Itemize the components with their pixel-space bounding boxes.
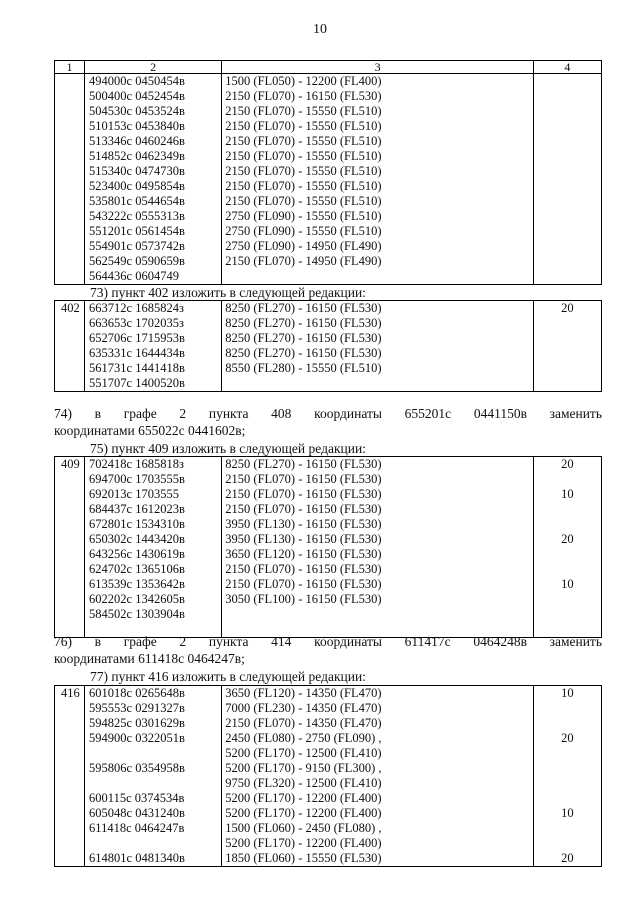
- col4-value: [534, 791, 601, 806]
- flight-level-line: 5200 (FL170) - 12200 (FL400): [225, 806, 382, 820]
- coordinate-line: 692013с 1703555: [89, 487, 179, 501]
- coordinate-line: 523400с 0495854в: [89, 179, 185, 193]
- coordinate-line: 624702с 1365106в: [89, 562, 185, 576]
- amendment-74-line1: 74) в графе 2 пункта 408 координаты 655201с 0441150в заменить: [54, 406, 602, 421]
- coordinate-line: 652706с 1715953в: [89, 331, 185, 345]
- flight-level-line: [222, 376, 533, 391]
- flight-level-line: 3650 (FL120) - 14350 (FL470): [225, 686, 382, 700]
- flight-level-line: 8250 (FL270) - 16150 (FL530): [225, 457, 382, 471]
- col4-value: [534, 701, 601, 716]
- coordinate-line: 595806с 0354958в: [89, 761, 185, 775]
- coordinate-line: 594825с 0301629в: [89, 716, 185, 730]
- flight-level-line: 1500 (FL060) - 2450 (FL080) ,: [225, 821, 382, 835]
- flight-level-line: 5200 (FL170) - 9150 (FL300) ,: [225, 761, 382, 775]
- col4-value: 10: [561, 577, 574, 591]
- flight-level-line: 5200 (FL170) - 12500 (FL410): [225, 746, 382, 760]
- coordinate-line: 663712с 1685824з: [89, 301, 184, 315]
- col4-value: [534, 776, 601, 791]
- col4-cell: [533, 301, 601, 392]
- coordinate-line: 611418с 0464247в: [89, 821, 185, 835]
- coordinate-line: [85, 776, 221, 791]
- coordinates-cell: [85, 457, 222, 638]
- coordinate-line: 500400с 0452454в: [89, 89, 185, 103]
- col4-value: [534, 592, 601, 607]
- col4-value: 20: [561, 532, 574, 546]
- flight-level-line: 8250 (FL270) - 16150 (FL530): [225, 301, 382, 315]
- airspace-table-continued: [54, 60, 602, 285]
- flight-level-line: 2150 (FL070) - 16150 (FL530): [225, 487, 382, 501]
- flight-level-line: 2150 (FL070) - 15550 (FL510): [225, 179, 382, 193]
- flight-level-line: 2750 (FL090) - 14950 (FL490): [225, 239, 382, 253]
- flight-level-line: 2150 (FL070) - 15550 (FL510): [225, 194, 382, 208]
- coordinate-line: 595553с 0291327в: [89, 701, 185, 715]
- flight-level-line: 9750 (FL320) - 12500 (FL410): [225, 776, 382, 790]
- flight-level-line: 5200 (FL170) - 12200 (FL400): [225, 791, 382, 805]
- coordinate-line: 515340с 0474730в: [89, 164, 185, 178]
- coordinate-line: 694700с 1703555в: [89, 472, 185, 486]
- airspace-table-416: [54, 685, 602, 867]
- col4-value: [534, 547, 601, 562]
- flight-level-line: 2150 (FL070) - 15550 (FL510): [225, 104, 382, 118]
- coordinate-line: 684437с 1612023в: [89, 502, 185, 516]
- col-header-4: 4: [533, 61, 601, 74]
- item-number: 409: [55, 457, 85, 638]
- flight-level-line: 3050 (FL100) - 16150 (FL530): [225, 592, 382, 606]
- flight-level-line: 2150 (FL070) - 15550 (FL510): [225, 119, 382, 133]
- coordinate-line: 672801с 1534310в: [89, 517, 185, 531]
- flight-level-line: 2750 (FL090) - 15550 (FL510): [225, 224, 382, 238]
- coordinate-line: 613539с 1353642в: [89, 577, 185, 591]
- flight-level-line: [222, 269, 533, 284]
- table-header-row: [55, 61, 602, 74]
- coordinate-line: 702418с 1685818з: [89, 457, 184, 471]
- coordinate-line: 551201с 0561454в: [89, 224, 185, 238]
- flight-level-line: 2750 (FL090) - 15550 (FL510): [225, 209, 382, 223]
- coordinate-line: [85, 746, 221, 761]
- flight-level-line: 2150 (FL070) - 16150 (FL530): [225, 89, 382, 103]
- flight-level-line: 1500 (FL050) - 12200 (FL400): [225, 74, 382, 88]
- flight-level-line: 7000 (FL230) - 14350 (FL470): [225, 701, 382, 715]
- coordinate-line: 504530с 0453524в: [89, 104, 185, 118]
- coordinate-line: 513346с 0460246в: [89, 134, 185, 148]
- flight-level-line: 2150 (FL070) - 15550 (FL510): [225, 134, 382, 148]
- coordinate-line: 535801с 0544654в: [89, 194, 185, 208]
- coordinates-cell: [85, 686, 222, 867]
- col4-value: 20: [561, 731, 574, 745]
- col4-value: [534, 716, 601, 731]
- table-row: [55, 457, 602, 638]
- col4-cell: [533, 74, 601, 285]
- col4-value: [534, 607, 601, 622]
- coordinates-cell: [85, 301, 222, 392]
- table-row: [55, 301, 602, 392]
- col4-value: [534, 836, 601, 851]
- coordinate-line: 650302с 1443420в: [89, 532, 185, 546]
- col4-value: [534, 821, 601, 836]
- flight-level-line: 2150 (FL070) - 16150 (FL530): [225, 472, 382, 486]
- coordinate-line: 614801с 0481340в: [89, 851, 185, 865]
- flight-levels-cell: [222, 74, 534, 285]
- airspace-table-402: [54, 300, 602, 392]
- col4-value: [534, 346, 601, 361]
- coordinate-line: 554901с 0573742в: [89, 239, 185, 253]
- amendment-75: 75) пункт 409 изложить в следующей редакции:: [90, 441, 366, 456]
- flight-level-line: 2450 (FL080) - 2750 (FL090) ,: [225, 731, 382, 745]
- flight-level-line: 2150 (FL070) - 16150 (FL530): [225, 502, 382, 516]
- flight-level-line: 1850 (FL060) - 15550 (FL530): [225, 851, 382, 865]
- table-row: [55, 74, 602, 285]
- coordinate-line: 543222с 0555313в: [89, 209, 185, 223]
- coordinate-line: 635331с 1644434в: [89, 346, 185, 360]
- flight-level-line: 3950 (FL130) - 16150 (FL530): [225, 517, 382, 531]
- flight-level-line: 8550 (FL280) - 15550 (FL510): [225, 361, 382, 375]
- col4-value: [534, 331, 601, 346]
- page-number: 10: [313, 22, 327, 37]
- flight-level-line: 2150 (FL070) - 16150 (FL530): [225, 577, 382, 591]
- flight-level-line: [222, 607, 533, 622]
- col4-value: [534, 502, 601, 517]
- coordinate-line: [85, 836, 221, 851]
- col4-value: 10: [561, 487, 574, 501]
- flight-level-line: 2150 (FL070) - 14350 (FL470): [225, 716, 382, 730]
- coordinate-line: 561731с 1441418в: [89, 361, 185, 375]
- coordinate-line: 584502с 1303904в: [89, 607, 185, 621]
- flight-level-line: 8250 (FL270) - 16150 (FL530): [225, 316, 382, 330]
- col4-value: 20: [561, 851, 574, 865]
- coordinate-line: 602202с 1342605в: [89, 592, 185, 606]
- col4-value: 10: [561, 686, 574, 700]
- col4-value: [534, 761, 601, 776]
- coordinate-line: 494000с 0450454в: [89, 74, 185, 88]
- col4-cell: [533, 457, 601, 638]
- flight-level-line: 2150 (FL070) - 15550 (FL510): [225, 149, 382, 163]
- coordinate-line: 510153с 0453840в: [89, 119, 185, 133]
- flight-level-line: 8250 (FL270) - 16150 (FL530): [225, 346, 382, 360]
- col-header-1: 1: [55, 61, 85, 74]
- item-number: 416: [55, 686, 85, 867]
- flight-level-line: 2150 (FL070) - 16150 (FL530): [225, 562, 382, 576]
- col4-value: [534, 472, 601, 487]
- coordinate-line: 663653с 1702035з: [89, 316, 184, 330]
- coordinate-line: 605048с 0431240в: [89, 806, 185, 820]
- amendment-74-line2: координатами 655022с 0441602в;: [54, 423, 246, 438]
- flight-level-line: 3950 (FL130) - 16150 (FL530): [225, 532, 382, 546]
- amendment-73: 73) пункт 402 изложить в следующей редакции:: [90, 285, 366, 300]
- col4-value: [534, 562, 601, 577]
- coordinate-line: 601018с 0265648в: [89, 686, 185, 700]
- coordinate-line: 564436с 0604749: [89, 269, 179, 283]
- col4-value: 20: [561, 457, 574, 471]
- item-number: [55, 74, 85, 285]
- coordinate-line: 514852с 0462349в: [89, 149, 185, 163]
- flight-level-line: 8250 (FL270) - 16150 (FL530): [225, 331, 382, 345]
- amendment-76-line2: координатами 611418с 0464247в;: [54, 651, 245, 666]
- coordinate-line: 594900с 0322051в: [89, 731, 185, 745]
- flight-level-line: 2150 (FL070) - 14950 (FL490): [225, 254, 382, 268]
- table-row: [55, 686, 602, 867]
- amendment-76-line1: 76) в графе 2 пункта 414 координаты 611417с 0464248в заменить: [54, 634, 602, 649]
- coordinate-line: 643256с 1430619в: [89, 547, 185, 561]
- col4-value: [534, 376, 601, 391]
- amendment-77: 77) пункт 416 изложить в следующей редакции:: [90, 669, 366, 684]
- airspace-table-409: [54, 456, 602, 638]
- item-number: 402: [55, 301, 85, 392]
- col-header-3: 3: [222, 61, 534, 74]
- col4-value: [534, 361, 601, 376]
- col4-cell: [533, 686, 601, 867]
- col4-value: 10: [561, 806, 574, 820]
- coordinate-line: 562549с 0590659в: [89, 254, 185, 268]
- col4-value: [534, 316, 601, 331]
- col4-value: [534, 517, 601, 532]
- col4-value: 20: [561, 301, 574, 315]
- flight-level-line: 2150 (FL070) - 15550 (FL510): [225, 164, 382, 178]
- col-header-2: 2: [85, 61, 222, 74]
- flight-level-line: 5200 (FL170) - 12200 (FL400): [225, 836, 382, 850]
- flight-levels-cell: [222, 686, 534, 867]
- coordinate-line: 600115с 0374534в: [89, 791, 185, 805]
- flight-levels-cell: [222, 301, 534, 392]
- flight-levels-cell: [222, 457, 534, 638]
- coordinates-cell: [85, 74, 222, 285]
- col4-value: [534, 746, 601, 761]
- coordinate-line: 551707с 1400520в: [89, 376, 185, 390]
- flight-level-line: 3650 (FL120) - 16150 (FL530): [225, 547, 382, 561]
